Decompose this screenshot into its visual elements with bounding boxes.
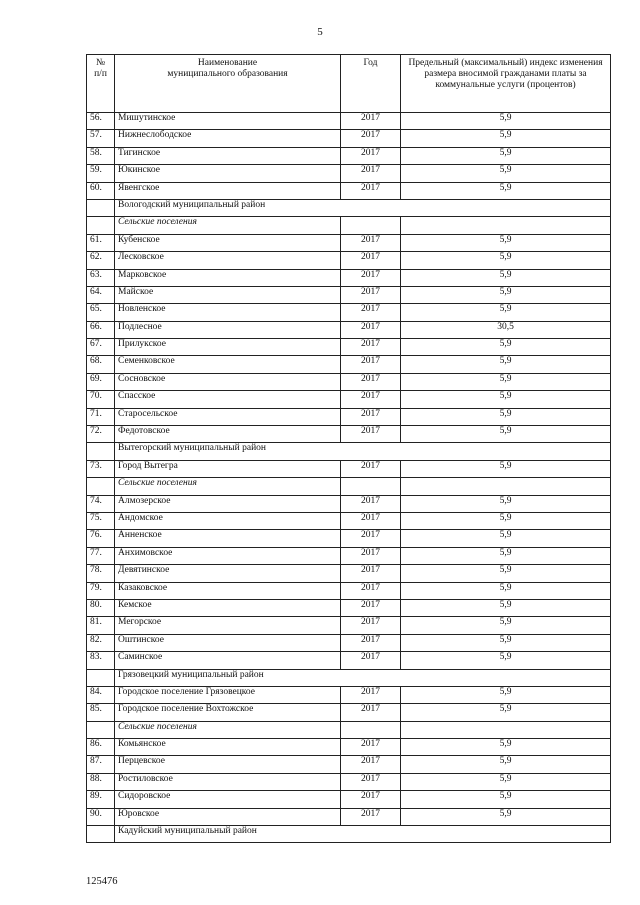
empty-cell	[341, 217, 401, 234]
row-year: 2017	[341, 304, 401, 321]
row-index-value: 5,9	[401, 408, 611, 425]
row-name: Город Вытегра	[115, 460, 341, 477]
row-year: 2017	[341, 426, 401, 443]
row-number: 82.	[87, 634, 115, 651]
row-index-value: 5,9	[401, 304, 611, 321]
district-section-row	[87, 669, 611, 686]
row-number: 66.	[87, 321, 115, 338]
row-number: 70.	[87, 391, 115, 408]
footer-code: 125476	[86, 876, 118, 887]
row-number: 65.	[87, 304, 115, 321]
empty-cell	[401, 721, 611, 738]
row-year: 2017	[341, 808, 401, 825]
row-name: Алмозерское	[115, 495, 341, 512]
table-row	[87, 321, 611, 338]
row-index-value: 5,9	[401, 373, 611, 390]
row-number: 78.	[87, 565, 115, 582]
table-row	[87, 165, 611, 182]
header-index: Предельный (максимальный) индекс изменения размера вносимой гражданами платы за коммунальные услуги (процентов)	[401, 55, 611, 113]
row-name: Мишутинское	[115, 113, 341, 130]
row-index-value: 5,9	[401, 652, 611, 669]
row-index-value: 30,5	[401, 321, 611, 338]
row-year: 2017	[341, 582, 401, 599]
row-year: 2017	[341, 460, 401, 477]
table-row	[87, 339, 611, 356]
subsection-title: Сельские поселения	[115, 478, 341, 495]
table-row	[87, 426, 611, 443]
row-year: 2017	[341, 321, 401, 338]
empty-cell	[87, 443, 115, 460]
row-year: 2017	[341, 286, 401, 303]
row-name: Тигинское	[115, 147, 341, 164]
row-index-value: 5,9	[401, 565, 611, 582]
empty-cell	[87, 217, 115, 234]
row-name: Спасское	[115, 391, 341, 408]
row-year: 2017	[341, 634, 401, 651]
row-number: 76.	[87, 530, 115, 547]
row-number: 80.	[87, 599, 115, 616]
row-index-value: 5,9	[401, 391, 611, 408]
table-row	[87, 495, 611, 512]
table-row	[87, 756, 611, 773]
row-name: Юкинское	[115, 165, 341, 182]
table-row	[87, 460, 611, 477]
row-index-value: 5,9	[401, 547, 611, 564]
empty-cell	[401, 478, 611, 495]
row-number: 68.	[87, 356, 115, 373]
row-year: 2017	[341, 512, 401, 529]
row-number: 56.	[87, 113, 115, 130]
row-name: Семенковское	[115, 356, 341, 373]
row-year: 2017	[341, 547, 401, 564]
row-name: Сосновское	[115, 373, 341, 390]
row-name: Кемское	[115, 599, 341, 616]
empty-cell	[341, 478, 401, 495]
row-index-value: 5,9	[401, 339, 611, 356]
table-row	[87, 530, 611, 547]
table-row	[87, 130, 611, 147]
row-name: Марковское	[115, 269, 341, 286]
row-index-value: 5,9	[401, 756, 611, 773]
subsection-row	[87, 721, 611, 738]
table-row	[87, 269, 611, 286]
row-number: 84.	[87, 686, 115, 703]
subsection-row	[87, 217, 611, 234]
page-number: 5	[317, 26, 323, 38]
row-index-value: 5,9	[401, 686, 611, 703]
row-index-value: 5,9	[401, 582, 611, 599]
empty-cell	[87, 826, 115, 843]
row-name: Городское поселение Вохтожское	[115, 704, 341, 721]
row-name: Новленское	[115, 304, 341, 321]
table-row	[87, 599, 611, 616]
row-name: Явенгское	[115, 182, 341, 199]
district-section-row	[87, 826, 611, 843]
row-number: 86.	[87, 739, 115, 756]
table-row	[87, 512, 611, 529]
row-year: 2017	[341, 356, 401, 373]
row-index-value: 5,9	[401, 147, 611, 164]
table-row	[87, 808, 611, 825]
table-row	[87, 773, 611, 790]
row-index-value: 5,9	[401, 704, 611, 721]
row-number: 73.	[87, 460, 115, 477]
table-row	[87, 686, 611, 703]
row-number: 85.	[87, 704, 115, 721]
row-index-value: 5,9	[401, 617, 611, 634]
table-row	[87, 252, 611, 269]
table-row	[87, 408, 611, 425]
row-number: 83.	[87, 652, 115, 669]
row-name: Анхимовское	[115, 547, 341, 564]
table-row	[87, 113, 611, 130]
district-section-row	[87, 443, 611, 460]
row-year: 2017	[341, 234, 401, 251]
table-row	[87, 547, 611, 564]
empty-cell	[87, 721, 115, 738]
row-year: 2017	[341, 113, 401, 130]
row-year: 2017	[341, 495, 401, 512]
row-name: Ростиловское	[115, 773, 341, 790]
row-index-value: 5,9	[401, 182, 611, 199]
row-number: 60.	[87, 182, 115, 199]
table-row	[87, 356, 611, 373]
table-row	[87, 391, 611, 408]
empty-cell	[341, 721, 401, 738]
row-name: Оштинское	[115, 634, 341, 651]
row-index-value: 5,9	[401, 286, 611, 303]
row-number: 74.	[87, 495, 115, 512]
district-section-row	[87, 199, 611, 216]
empty-cell	[401, 217, 611, 234]
row-year: 2017	[341, 756, 401, 773]
row-number: 77.	[87, 547, 115, 564]
row-year: 2017	[341, 704, 401, 721]
tariff-index-table	[86, 54, 611, 843]
table-row	[87, 617, 611, 634]
subsection-row	[87, 478, 611, 495]
row-year: 2017	[341, 252, 401, 269]
row-index-value: 5,9	[401, 808, 611, 825]
row-name: Лесковское	[115, 252, 341, 269]
row-number: 81.	[87, 617, 115, 634]
row-index-value: 5,9	[401, 791, 611, 808]
row-number: 71.	[87, 408, 115, 425]
row-index-value: 5,9	[401, 512, 611, 529]
row-number: 90.	[87, 808, 115, 825]
district-title: Грязовецкий муниципальный район	[115, 669, 611, 686]
row-number: 72.	[87, 426, 115, 443]
empty-cell	[87, 199, 115, 216]
row-number: 59.	[87, 165, 115, 182]
table-row	[87, 373, 611, 390]
row-name: Комьянское	[115, 739, 341, 756]
row-year: 2017	[341, 791, 401, 808]
row-index-value: 5,9	[401, 130, 611, 147]
row-name: Городское поселение Грязовецкое	[115, 686, 341, 703]
header-number: № п/п	[87, 55, 115, 113]
row-name: Федотовское	[115, 426, 341, 443]
row-number: 62.	[87, 252, 115, 269]
row-index-value: 5,9	[401, 356, 611, 373]
row-name: Нижнеслободское	[115, 130, 341, 147]
row-name: Саминское	[115, 652, 341, 669]
row-index-value: 5,9	[401, 426, 611, 443]
row-name: Андомское	[115, 512, 341, 529]
table-row	[87, 565, 611, 582]
row-year: 2017	[341, 373, 401, 390]
table-row	[87, 234, 611, 251]
row-name: Казаковское	[115, 582, 341, 599]
row-index-value: 5,9	[401, 234, 611, 251]
row-name: Прилукское	[115, 339, 341, 356]
row-year: 2017	[341, 599, 401, 616]
row-number: 75.	[87, 512, 115, 529]
row-number: 63.	[87, 269, 115, 286]
row-year: 2017	[341, 130, 401, 147]
row-name: Старосельское	[115, 408, 341, 425]
row-index-value: 5,9	[401, 460, 611, 477]
row-year: 2017	[341, 147, 401, 164]
row-index-value: 5,9	[401, 269, 611, 286]
table-row	[87, 791, 611, 808]
district-title: Вытегорский муниципальный район	[115, 443, 611, 460]
subsection-title: Сельские поселения	[115, 721, 341, 738]
empty-cell	[87, 478, 115, 495]
table-row	[87, 739, 611, 756]
row-year: 2017	[341, 773, 401, 790]
row-number: 67.	[87, 339, 115, 356]
row-number: 79.	[87, 582, 115, 599]
row-year: 2017	[341, 339, 401, 356]
district-title: Вологодский муниципальный район	[115, 199, 611, 216]
table-row	[87, 652, 611, 669]
row-year: 2017	[341, 565, 401, 582]
row-year: 2017	[341, 739, 401, 756]
row-name: Майское	[115, 286, 341, 303]
row-index-value: 5,9	[401, 634, 611, 651]
row-name: Анненское	[115, 530, 341, 547]
row-index-value: 5,9	[401, 739, 611, 756]
row-number: 89.	[87, 791, 115, 808]
row-number: 87.	[87, 756, 115, 773]
district-title: Кадуйский муниципальный район	[115, 826, 611, 843]
row-index-value: 5,9	[401, 113, 611, 130]
row-year: 2017	[341, 617, 401, 634]
row-name: Юровское	[115, 808, 341, 825]
row-index-value: 5,9	[401, 495, 611, 512]
subsection-title: Сельские поселения	[115, 217, 341, 234]
row-index-value: 5,9	[401, 252, 611, 269]
row-name: Кубенское	[115, 234, 341, 251]
row-index-value: 5,9	[401, 773, 611, 790]
row-number: 88.	[87, 773, 115, 790]
row-number: 57.	[87, 130, 115, 147]
row-number: 61.	[87, 234, 115, 251]
row-year: 2017	[341, 391, 401, 408]
row-year: 2017	[341, 530, 401, 547]
row-name: Мегорское	[115, 617, 341, 634]
table-header-row	[87, 55, 611, 113]
row-year: 2017	[341, 182, 401, 199]
table-row	[87, 704, 611, 721]
table-row	[87, 147, 611, 164]
row-index-value: 5,9	[401, 599, 611, 616]
row-number: 58.	[87, 147, 115, 164]
row-index-value: 5,9	[401, 530, 611, 547]
table-row	[87, 286, 611, 303]
row-year: 2017	[341, 165, 401, 182]
row-number: 64.	[87, 286, 115, 303]
row-index-value: 5,9	[401, 165, 611, 182]
row-name: Сидоровское	[115, 791, 341, 808]
row-year: 2017	[341, 686, 401, 703]
table-row	[87, 304, 611, 321]
row-year: 2017	[341, 408, 401, 425]
empty-cell	[87, 669, 115, 686]
row-number: 69.	[87, 373, 115, 390]
table-row	[87, 582, 611, 599]
row-name: Подлесное	[115, 321, 341, 338]
header-name: Наименование муниципального образования	[115, 55, 341, 113]
row-name: Перцевское	[115, 756, 341, 773]
row-year: 2017	[341, 652, 401, 669]
table-row	[87, 634, 611, 651]
table-body	[87, 113, 611, 843]
row-name: Девятинское	[115, 565, 341, 582]
header-year: Год	[341, 55, 401, 113]
table-row	[87, 182, 611, 199]
row-year: 2017	[341, 269, 401, 286]
